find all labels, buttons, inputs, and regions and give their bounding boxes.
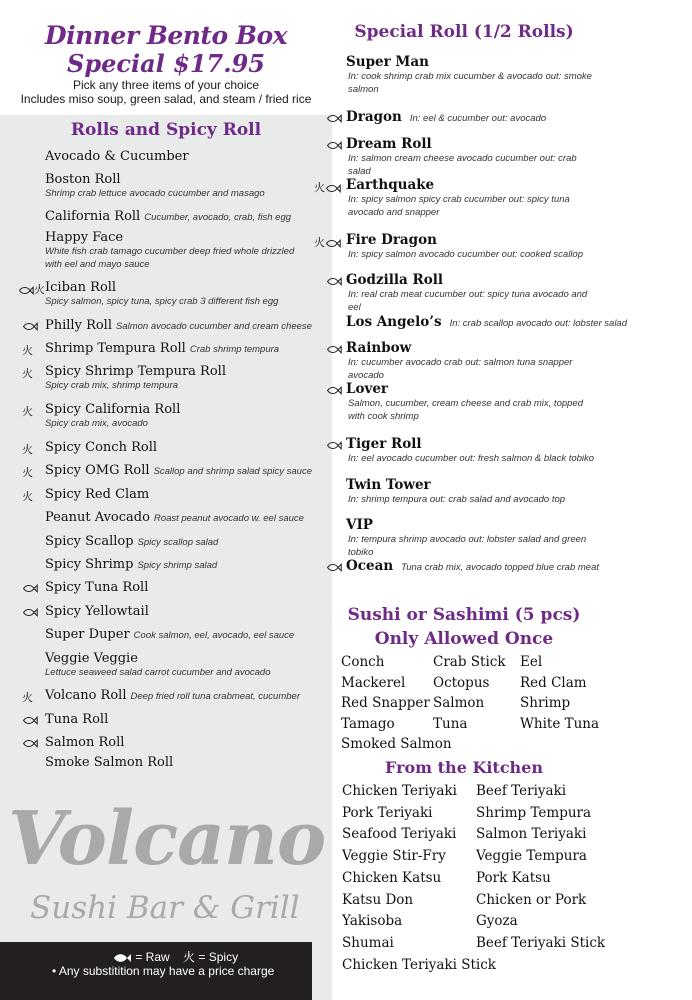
spicy-icon-wrap	[22, 403, 33, 419]
roll-item	[0, 402, 320, 430]
spicy-icon: 火	[314, 181, 325, 194]
roll-name-text: Spicy OMG Roll	[45, 463, 150, 478]
raw-icon	[326, 111, 342, 124]
raw-icon	[326, 383, 342, 396]
roll-item	[0, 735, 320, 750]
kitchen-item: Chicken Teriyaki Stick	[342, 956, 496, 973]
spicy-icon: 火	[183, 950, 196, 964]
roll-name-text: Avocado & Cucumber	[45, 149, 189, 164]
legend-spicy-label: = Spicy	[198, 950, 239, 964]
spicy-icon: 火	[22, 344, 33, 357]
roll-name-text: Shrimp Tempura Roll	[45, 341, 186, 356]
spicy-icon-wrap	[22, 441, 33, 457]
roll-item	[0, 280, 320, 308]
fish-icon	[325, 184, 341, 193]
roll-inline-desc: Deep fried roll tuna crabmeat, cucumber	[130, 691, 300, 702]
sushi-item: Mackerel	[341, 674, 406, 691]
roll-name-text: Spicy Shrimp Tempura Roll	[45, 364, 226, 379]
roll-name	[45, 280, 320, 295]
legend-key	[112, 948, 238, 965]
roll-desc: Spicy crab mix, avocado	[45, 418, 148, 429]
roll-name	[45, 487, 320, 502]
kitchen-section-title: From the Kitchen	[384, 758, 543, 777]
raw-icon	[22, 319, 38, 332]
kitchen-item: Veggie Tempura	[476, 848, 587, 865]
sushi-item: Shrimp	[520, 695, 571, 711]
fish-icon	[325, 239, 341, 248]
raw-icon	[326, 438, 342, 451]
fish-icon	[326, 441, 342, 450]
kitchen-item: Chicken or Pork	[476, 891, 587, 908]
fish-icon	[22, 608, 38, 617]
roll-item	[0, 604, 320, 619]
special-roll-item	[320, 517, 692, 559]
special-roll-name-text: Dragon	[346, 109, 402, 125]
roll-name	[45, 755, 320, 770]
roll-name	[45, 402, 320, 417]
special-roll-name-text: Earthquake	[346, 177, 435, 193]
roll-name	[45, 341, 320, 356]
special-roll-desc: In: cucumber avocado crab out: salmon tuna snapper avocado	[348, 357, 573, 381]
legend-raw-label: = Raw	[135, 950, 170, 964]
special-roll-name-text: Godzilla Roll	[346, 272, 443, 288]
rolls-section-title: Rolls and Spicy Roll	[70, 120, 262, 140]
roll-name	[45, 209, 320, 224]
special-roll-name-text: Rainbow	[346, 340, 412, 356]
special-roll-item	[320, 381, 692, 423]
special-roll-name	[346, 381, 692, 397]
kitchen-item: Gyoza	[476, 913, 518, 930]
raw-icon	[22, 605, 38, 618]
roll-desc: Shrimp crab lettuce avocado cucumber and masago	[45, 188, 265, 199]
roll-inline-desc: Spicy shrimp salad	[137, 560, 218, 571]
roll-item	[0, 651, 320, 679]
spicy-icon-wrap	[22, 689, 33, 705]
special-roll-name	[346, 177, 692, 193]
roll-item	[0, 149, 320, 164]
bento-includes-text: Includes miso soup, green salad, and steam / fried rice	[20, 92, 312, 106]
roll-name-text: Veggie Veggie	[45, 651, 138, 666]
special-roll-item	[320, 54, 692, 96]
special-roll-desc: In: tempura shrimp avocado out: lobster salad and green tobiko	[348, 534, 587, 558]
fish-icon	[22, 322, 38, 331]
roll-name-text: Happy Face	[45, 230, 124, 245]
roll-name-text: Spicy Shrimp	[45, 557, 134, 572]
kitchen-item: Yakisoba	[342, 913, 403, 930]
roll-name	[45, 318, 320, 333]
roll-name	[45, 149, 320, 164]
fish-icon	[326, 386, 342, 395]
roll-item	[0, 557, 320, 572]
spicy-icon: 火	[22, 443, 33, 456]
special-roll-item	[314, 177, 692, 219]
special-roll-name	[346, 54, 692, 70]
fish-icon	[18, 286, 34, 295]
special-roll-item	[320, 109, 692, 125]
roll-name	[45, 463, 320, 478]
special-roll-inline-desc: Tuna crab mix, avocado topped blue crab meat	[401, 562, 599, 573]
sushi-item: Conch	[341, 654, 385, 670]
fish-icon	[22, 584, 38, 593]
special-roll-name-text: VIP	[346, 517, 373, 533]
kitchen-item: Katsu Don	[342, 891, 414, 908]
spicy-icon: 火	[314, 236, 325, 249]
bento-pick-text: Pick any three items of your choice	[72, 78, 260, 92]
roll-name-text: Spicy Yellowtail	[45, 604, 149, 619]
sushi-item: Tuna	[433, 715, 468, 732]
legend-panel	[0, 942, 312, 1000]
sushi-section-subtitle: Only Allowed Once	[374, 629, 554, 649]
roll-item	[0, 487, 320, 502]
roll-item	[0, 172, 320, 200]
roll-name-text: Spicy California Roll	[45, 402, 181, 417]
roll-item	[0, 627, 320, 642]
roll-name	[45, 580, 320, 595]
special-roll-desc: Salmon, cucumber, cream cheese and crab mix, topped with cook shrimp	[348, 398, 583, 422]
raw-icon	[326, 560, 342, 573]
special-roll-name-text: Los Angelo’s	[346, 314, 442, 330]
spicy-icon: 火	[22, 490, 33, 503]
roll-item	[0, 463, 320, 478]
special-roll-item	[320, 558, 692, 574]
roll-name	[45, 440, 320, 455]
roll-name-text: Tuna Roll	[45, 712, 109, 727]
special-roll-name-text: Super Man	[346, 54, 429, 70]
brand-tagline: Sushi Bar & Grill	[30, 890, 300, 926]
roll-name-text: Smoke Salmon Roll	[45, 755, 174, 770]
special-roll-name-text: Tiger Roll	[346, 436, 422, 452]
roll-item	[0, 209, 320, 224]
special-section-title: Special Roll (1/2 Rolls)	[354, 22, 574, 42]
fish-icon	[326, 563, 342, 572]
roll-item	[0, 510, 320, 525]
special-roll-desc: In: cook shrimp crab mix cucumber & avocado out: smoke salmon	[348, 71, 592, 95]
roll-name-text: Spicy Red Clam	[45, 487, 150, 502]
special-roll-name	[346, 517, 692, 533]
fish-icon	[22, 739, 38, 748]
raw-icon	[22, 713, 38, 726]
special-roll-name	[346, 477, 692, 493]
roll-inline-desc: Spicy scallop salad	[137, 537, 219, 548]
roll-item	[0, 755, 320, 770]
roll-item	[0, 580, 320, 595]
roll-item	[0, 318, 320, 333]
sushi-item: Red Snapper	[341, 695, 430, 711]
special-roll-name	[346, 136, 692, 152]
kitchen-item: Beef Teriyaki Stick	[476, 934, 606, 951]
spicy-icon-wrap	[22, 464, 33, 480]
fish-icon	[112, 953, 132, 963]
raw-icon	[22, 736, 38, 749]
special-roll-inline-desc: In: crab scallop avocado out: lobster salad	[449, 318, 628, 329]
special-roll-name	[346, 272, 692, 288]
roll-name	[45, 712, 320, 727]
fish-icon	[326, 114, 342, 123]
legend-note: • Any substitition may have a price charge	[52, 964, 275, 978]
roll-name	[45, 688, 320, 703]
bento-price: Special $17.95	[67, 49, 265, 78]
roll-item	[0, 534, 320, 549]
sushi-item: Crab Stick	[433, 654, 506, 670]
brand-logo: Volcano	[8, 796, 326, 882]
special-roll-item	[314, 232, 692, 261]
roll-item	[0, 364, 320, 392]
roll-name-text: Peanut Avocado	[45, 510, 150, 525]
sushi-item: Red Clam	[520, 674, 587, 691]
sushi-item: Smoked Salmon	[341, 736, 452, 752]
kitchen-item: Shrimp Tempura	[476, 804, 592, 821]
roll-name-text: Super Duper	[45, 627, 130, 642]
sushi-item: Tamago	[341, 715, 395, 732]
roll-name-text: California Roll	[45, 209, 141, 224]
special-roll-item	[320, 436, 692, 465]
roll-name	[45, 230, 320, 245]
roll-name	[45, 735, 320, 750]
roll-name-text: Salmon Roll	[45, 735, 125, 750]
special-roll-item	[320, 272, 692, 314]
special-roll-item	[320, 340, 692, 382]
roll-item	[0, 341, 320, 356]
kitchen-item: Shumai	[342, 934, 394, 951]
roll-inline-desc: Scallop and shrimp salad spicy sauce	[153, 466, 312, 477]
roll-desc: Spicy crab mix, shrimp tempura	[45, 380, 179, 391]
roll-item	[0, 688, 320, 703]
sushi-item: Octopus	[433, 674, 490, 691]
roll-name-text: Volcano Roll	[45, 688, 127, 703]
special-roll-name	[346, 314, 692, 330]
raw-icon	[326, 342, 342, 355]
sushi-item: Eel	[520, 654, 543, 670]
spicy-icon: 火	[22, 405, 33, 418]
special-roll-name	[346, 558, 692, 574]
roll-item	[0, 440, 320, 455]
special-roll-name	[346, 232, 692, 248]
special-roll-name	[346, 109, 692, 125]
roll-name	[45, 651, 320, 666]
roll-inline-desc: Cucumber, avocado, crab, fish egg	[144, 212, 292, 223]
spicy-icon-wrap	[22, 365, 33, 381]
special-roll-name-text: Twin Tower	[346, 477, 431, 493]
spicy-icon-wrap	[22, 342, 33, 358]
special-roll-name	[346, 340, 692, 356]
raw-icon	[326, 138, 342, 151]
sushi-item: Salmon	[433, 695, 485, 711]
special-roll-desc: In: salmon cream cheese avocado cucumber out: crab salad	[348, 153, 577, 177]
kitchen-item: Beef Teriyaki	[476, 783, 567, 799]
kitchen-item: Pork Katsu	[476, 869, 551, 886]
roll-item	[0, 712, 320, 727]
special-roll-name-text: Ocean	[346, 558, 394, 574]
spicy-icon: 火	[34, 283, 45, 296]
spicy-icon: 火	[22, 691, 33, 704]
spicy-icon: 火	[22, 367, 33, 380]
special-roll-desc: In: spicy salmon avocado cucumber out: cooked scallop	[348, 249, 583, 260]
roll-name-text: Boston Roll	[45, 172, 121, 187]
sushi-section-title: Sushi or Sashimi (5 pcs)	[347, 605, 581, 625]
fish-icon	[326, 277, 342, 286]
special-roll-desc: In: real crab meat cucumber out: spicy tuna avocado and eel	[348, 289, 588, 313]
raw-icon	[326, 274, 342, 287]
roll-name	[45, 364, 320, 379]
special-roll-item	[320, 136, 692, 178]
special-roll-desc: In: spicy salmon spicy crab cucumber out: spicy tuna avocado and snapper	[348, 194, 570, 218]
roll-name	[45, 172, 320, 187]
roll-name	[45, 627, 320, 642]
fish-icon	[22, 716, 38, 725]
roll-inline-desc: Roast peanut avocado w. eel sauce	[153, 513, 304, 524]
special-roll-name-text: Lover	[346, 381, 389, 397]
spicy-icon: 火	[22, 466, 33, 479]
spicy-raw-icon	[314, 234, 341, 250]
roll-name-text: Spicy Conch Roll	[45, 440, 158, 455]
raw-spicy-icon	[18, 281, 45, 297]
sushi-item: White Tuna	[520, 715, 600, 732]
spicy-icon-wrap	[22, 488, 33, 504]
special-roll-desc: In: eel avocado cucumber out: fresh salmon & black tobiko	[348, 453, 595, 464]
roll-item	[0, 230, 320, 271]
bento-header	[0, 22, 332, 106]
kitchen-item: Chicken Katsu	[342, 869, 442, 886]
special-roll-inline-desc: In: eel & cucumber out: avocado	[409, 113, 547, 124]
roll-name-text: Spicy Scallop	[45, 534, 134, 549]
special-roll-name	[346, 436, 692, 452]
kitchen-item: Seafood Teriyaki	[342, 826, 457, 843]
roll-inline-desc: Crab shrimp tempura	[189, 344, 280, 355]
special-roll-name-text: Dream Roll	[346, 136, 432, 152]
special-roll-item	[320, 477, 692, 506]
kitchen-item: Veggie Stir-Fry	[342, 848, 446, 865]
roll-name-text: Iciban Roll	[45, 280, 117, 295]
fish-icon	[326, 141, 342, 150]
kitchen-item: Chicken Teriyaki	[342, 783, 457, 799]
special-roll-item	[320, 314, 692, 330]
roll-name-text: Spicy Tuna Roll	[45, 580, 149, 595]
fish-icon	[326, 345, 342, 354]
roll-inline-desc: Cook salmon, eel, avocado, eel sauce	[133, 630, 295, 641]
roll-name	[45, 604, 320, 619]
special-roll-desc: In: shrimp tempura out: crab salad and avocado top	[348, 494, 566, 505]
kitchen-item: Pork Teriyaki	[342, 804, 433, 821]
roll-desc: Spicy salmon, spicy tuna, spicy crab 3 different fish egg	[45, 296, 279, 307]
roll-name	[45, 534, 320, 549]
spicy-raw-icon	[314, 179, 341, 195]
roll-desc: Lettuce seaweed salad carrot cucumber and avocado	[45, 667, 271, 678]
roll-name-text: Philly Roll	[45, 318, 112, 333]
roll-inline-desc: Salmon avocado cucumber and cream cheese	[116, 321, 312, 332]
kitchen-item: Salmon Teriyaki	[476, 826, 587, 843]
roll-name	[45, 510, 320, 525]
roll-desc: White fish crab tamago cucumber deep fried whole drizzled with eel and mayo sauce	[45, 246, 295, 270]
special-roll-name-text: Fire Dragon	[346, 232, 437, 248]
roll-name	[45, 557, 320, 572]
raw-icon	[22, 581, 38, 594]
bento-title: Dinner Bento Box	[44, 21, 288, 50]
